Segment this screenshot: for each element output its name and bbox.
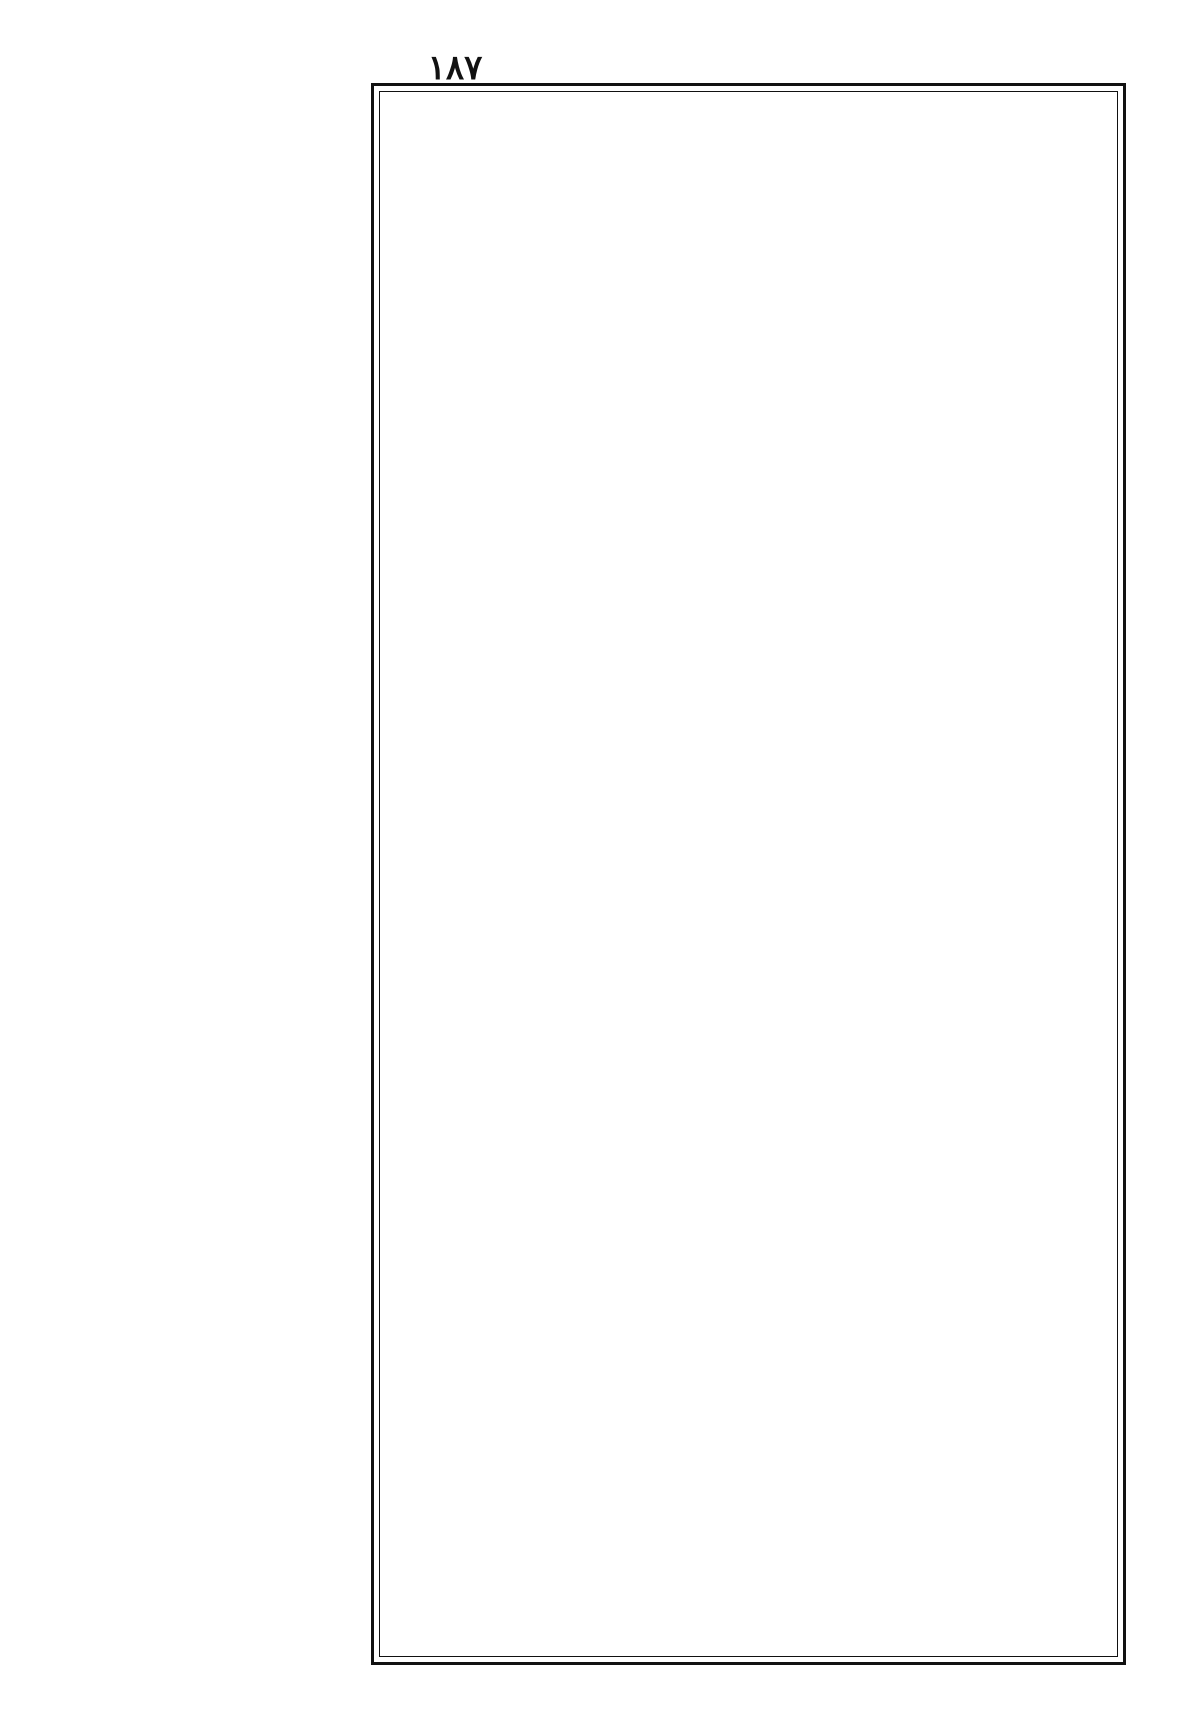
marginal-handwritten-notes bbox=[135, 318, 422, 1039]
main-text-frame bbox=[371, 83, 1126, 1665]
page-number: ١٨٧ bbox=[427, 48, 483, 88]
main-commentary-text bbox=[388, 100, 1109, 1648]
